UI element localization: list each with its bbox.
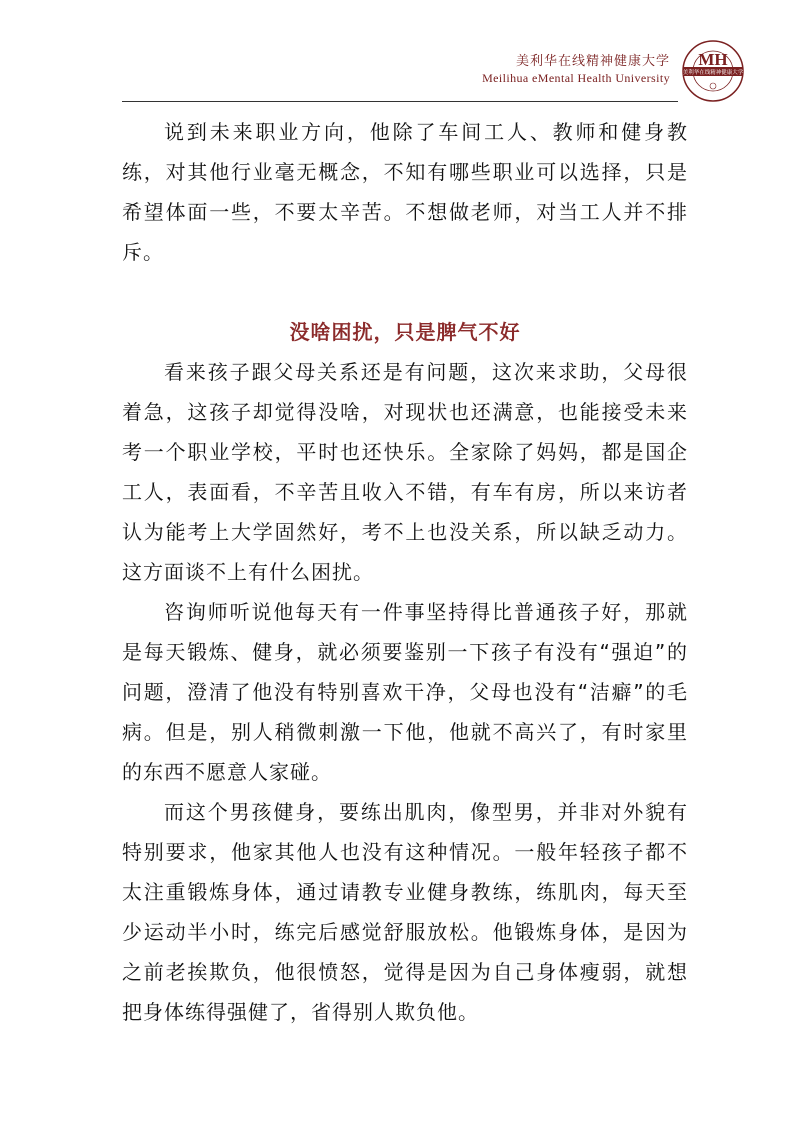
university-logo	[682, 40, 744, 102]
university-name-cn: 美利华在线精神健康大学	[515, 54, 670, 69]
logo-band-text: 美利华在线精神健康大学	[682, 70, 744, 76]
paragraph-family: 看来孩子跟父母关系还是有问题，这次来求助，父母很着急，这孩子却觉得没啥，对现状也还满意，也能接受未来考一个职业学校，平时也还快乐。全家除了妈妈，都是国企工人，表面看，不辛苦且收入不错，有车有房，所以来访者认为能考上大学固然好，考不上也没关系，所以缺乏动力。这方面谈不上有什么困扰。	[122, 360, 688, 584]
header-divider	[122, 101, 678, 102]
article-body	[122, 112, 688, 1032]
logo-monogram: MH	[698, 50, 728, 69]
paragraph-career: 说到未来职业方向，他除了车间工人、教师和健身教练，对其他行业毫无概念，不知有哪些职业可以选择，只是希望体面一些，不要太辛苦。不想做老师，对当工人并不排斥。	[122, 120, 688, 264]
paragraph-fitness: 而这个男孩健身，要练出肌肉，像型男，并非对外貌有特别要求，他家其他人也没有这种情况。一般年轻孩子都不太注重锻炼身体，通过请教专业健身教练，练肌肉，每天至少运动半小时，练完后感觉舒服放松。他锻炼身体，是因为之前老挨欺负，他很愤怒，觉得是因为自己身体瘦弱，就想把身体练得强健了，省得别人欺负他。	[122, 800, 688, 1024]
section-gap	[122, 272, 688, 312]
section-heading: 没啥困扰，只是脾气不好	[289, 320, 521, 344]
paragraph-counselor: 咨询师听说他每天有一件事坚持得比普通孩子好，那就是每天锻炼、健身，就必须要鉴别一下孩子有没有“强迫”的问题，澄清了他没有特别喜欢干净，父母也没有“洁癖”的毛病。但是，别人稍微刺激一下他，他就不高兴了，有时家里的东西不愿意人家碰。	[122, 600, 688, 784]
university-name-en: Meilihua eMental Health University	[482, 71, 670, 85]
page-header	[0, 0, 800, 110]
